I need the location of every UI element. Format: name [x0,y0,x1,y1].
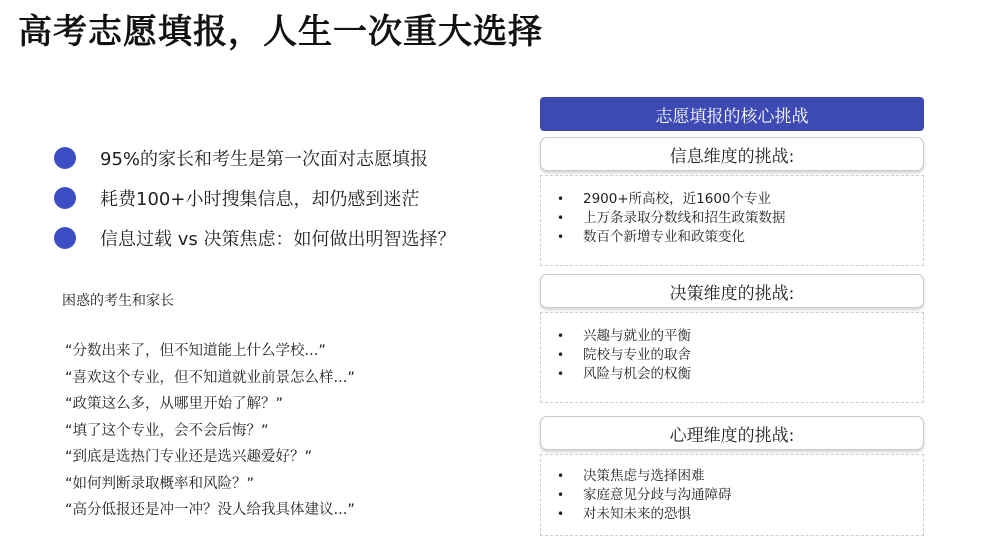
key-point [54,218,455,258]
bullet-icon: • [557,348,565,362]
bullet-dot-icon [54,147,76,169]
list-item [557,467,923,486]
list-item [557,365,923,384]
challenges-panel [540,97,924,522]
bullet-dot-icon [54,227,76,249]
section-body [540,175,924,266]
list-item-text: 数百个新增专业和政策变化 [583,229,745,245]
section-title: 心理维度的挑战: [540,416,924,450]
quote-item: “分数出来了，但不知道能上什么学校...” [65,343,326,359]
bullet-icon: • [557,329,565,343]
list-item-text: 风险与机会的权衡 [583,366,691,382]
list-item [557,209,923,228]
list-item [557,190,923,209]
list-item [557,505,923,524]
section-body [540,312,924,403]
quote-item: “到底是选热门专业还是选兴趣爱好？” [65,449,313,465]
section-title: 决策维度的挑战: [540,274,924,308]
bullet-icon: • [557,507,565,521]
bullet-dot-icon [54,187,76,209]
challenge-section-psychology [540,416,924,536]
key-point [54,138,455,178]
section-title: 信息维度的挑战: [540,137,924,171]
key-point-text: 95%的家长和考生是第一次面对志愿填报 [100,149,429,170]
key-points-list [54,138,455,258]
list-item-text: 家庭意见分歧与沟通障碍 [583,487,732,503]
challenge-section-info [540,137,924,266]
bullet-icon: • [557,367,565,381]
quote-item: “政策这么多，从哪里开始了解？” [65,396,284,412]
list-item [557,327,923,346]
bullet-icon: • [557,192,565,206]
list-item-text: 上万条录取分数线和招生政策数据 [583,210,786,226]
bullet-icon: • [557,488,565,502]
key-point-text: 耗费100+小时搜集信息，却仍感到迷茫 [100,189,420,210]
quote-item: “如何判断录取概率和风险？” [65,475,255,492]
list-item-text: 兴趣与就业的平衡 [583,328,691,344]
quote-item: “喜欢这个专业，但不知道就业前景怎么样...” [65,369,355,386]
quote-item: “填了这个专业，会不会后悔？” [65,422,269,439]
list-item [557,346,923,365]
list-item-text: 对未知未来的恐惧 [583,506,691,522]
quotes-list [65,338,355,524]
list-item [557,486,923,505]
section-body [540,454,924,536]
bullet-icon: • [557,230,565,244]
panel-header: 志愿填报的核心挑战 [540,97,924,131]
quote-item: “高分低报还是冲一冲？没人给我具体建议...” [65,502,355,518]
page-title: 高考志愿填报，人生一次重大选择 [18,12,543,52]
challenge-section-decision [540,274,924,403]
bullet-icon: • [557,211,565,225]
key-point-text: 信息过载 vs 决策焦虑：如何做出明智选择？ [100,229,456,250]
confused-heading: 困惑的考生和家长 [62,293,174,309]
list-item-text: 院校与专业的取舍 [583,347,691,363]
list-item-text: 决策焦虑与选择困难 [583,468,705,484]
key-point [54,178,455,218]
list-item-text: 2900+所高校，近1600个专业 [583,191,772,207]
list-item [557,228,923,247]
bullet-icon: • [557,469,565,483]
